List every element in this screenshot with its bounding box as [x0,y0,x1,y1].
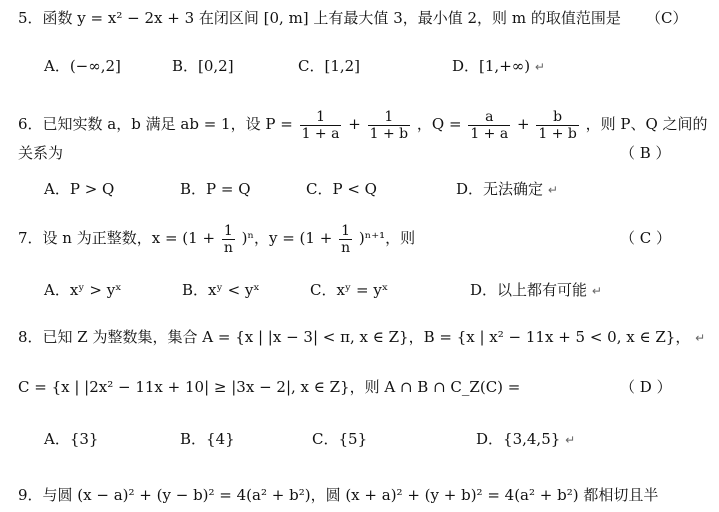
plus-sign: + [516,115,530,133]
paragraph-mark-icon: ↵ [591,284,602,298]
question-8-option-d-text: D．{3,4,5} [476,430,561,448]
question-7-y-exponent: )ⁿ⁺¹，则 [358,229,416,247]
paragraph-mark-icon: ↵ [547,183,558,197]
fraction-p-2 [368,109,411,142]
fraction-q-2 [536,109,579,142]
fraction-numerator: 1 [368,109,411,126]
fraction-denominator: 1 + a [470,125,509,142]
question-6-q-label: ，Q = [416,115,462,133]
fraction-y [339,223,352,256]
question-7-option-d-text: D．以上都有可能 [470,281,588,299]
fraction-numerator: 1 [339,223,352,240]
question-5-option-d [452,51,545,82]
question-6-stem-row-2 [0,138,719,168]
question-7-x-exponent: )ⁿ，y = (1 + [241,229,333,247]
question-6-stem-a: 6．已知实数 a，b 满足 ab = 1，设 P = [18,115,293,133]
question-9-stem-row [0,480,719,510]
fraction-numerator: a [468,109,510,126]
plus-sign: + [348,115,361,133]
paragraph-mark-icon: ↵ [565,433,576,447]
question-8-line-1 [0,322,719,352]
question-5-option-b: B．[0,2] [172,57,234,75]
fraction-denominator: n [223,239,233,256]
fraction-denominator: 1 + b [369,125,409,142]
question-8-options [0,424,719,454]
question-6-stem-c: 关系为 [18,144,64,162]
question-7-option-d [470,275,602,306]
question-8-option-c: C．{5} [312,430,368,448]
question-8-line-2 [0,372,719,402]
fraction-x [222,223,235,256]
question-6-option-d-text: D．无法确定 [456,180,544,198]
question-7-option-c: C．xʸ = yˣ [310,281,389,299]
fraction-numerator: b [536,109,579,126]
question-5-stem: 5．函数 y = x² − 2x + 3 在闭区间 [0, m] 上有最大值 3，最小值 2，则 m 的取值范围是 [18,9,621,27]
question-5-option-a: A．(−∞,2] [44,57,121,75]
question-6-option-a: A．P > Q [44,180,115,198]
question-5-option-d-text: D．[1,+∞) [452,57,531,75]
question-8-option-d [476,424,575,455]
question-5-options [0,51,719,81]
question-8-option-b: B．{4} [180,430,235,448]
fraction-q-1 [468,109,510,142]
question-7-option-b: B．xʸ < yˣ [182,281,260,299]
fraction-numerator: 1 [300,109,342,126]
question-6-option-c: C．P < Q [306,180,377,198]
question-8-stem-line-2: C = {x | |2x² − 11x + 10| ≥ |3x − 2|, x ∈ Z}，则 A ∩ B ∩ C_Z(C) = [18,378,521,396]
fraction-p-1 [300,109,342,142]
question-6-option-d [456,174,558,205]
fraction-denominator: n [341,239,351,256]
fraction-denominator: 1 + a [301,125,340,142]
question-7-stem-a: 7．设 n 为正整数，x = (1 + [18,229,216,247]
question-6-option-b: B．P = Q [180,180,251,198]
question-7-stem-row [0,218,719,258]
question-9-stem: 9．与圆 (x − a)² + (y − b)² = 4(a² + b²)，圆 (x + a)² + (y + b)² = 4(a² + b²) 都相切且半 [18,486,659,504]
question-7-stem [18,218,415,258]
fraction-denominator: 1 + b [538,125,577,142]
question-5-option-c: C．[1,2] [298,57,361,75]
question-8-answer: （ D ） [620,378,672,396]
paragraph-mark-icon: ↵ [695,331,706,345]
question-6-answer: （ B ） [620,144,671,162]
question-8-line-1-text: 8．已知 Z 为整数集，集合 A = {x | |x − 3| < π, x ∈ Z}，B = {x | x² − 11x + 5 < 0, x ∈ Z}， [18,328,691,346]
question-5-answer: （C） [646,9,688,27]
question-6-stem-b: ，则 P、Q 之间的 [585,115,708,133]
question-8-stem-line-1 [18,322,705,353]
paragraph-mark-icon: ↵ [534,60,545,74]
question-7-option-a: A．xʸ > yˣ [44,281,122,299]
question-7-answer: （ C ） [620,229,672,247]
question-6-options [0,174,719,204]
question-7-options [0,275,719,305]
question-5-stem-row [0,3,719,33]
question-8-option-a: A．{3} [44,430,99,448]
fraction-numerator: 1 [222,223,235,240]
